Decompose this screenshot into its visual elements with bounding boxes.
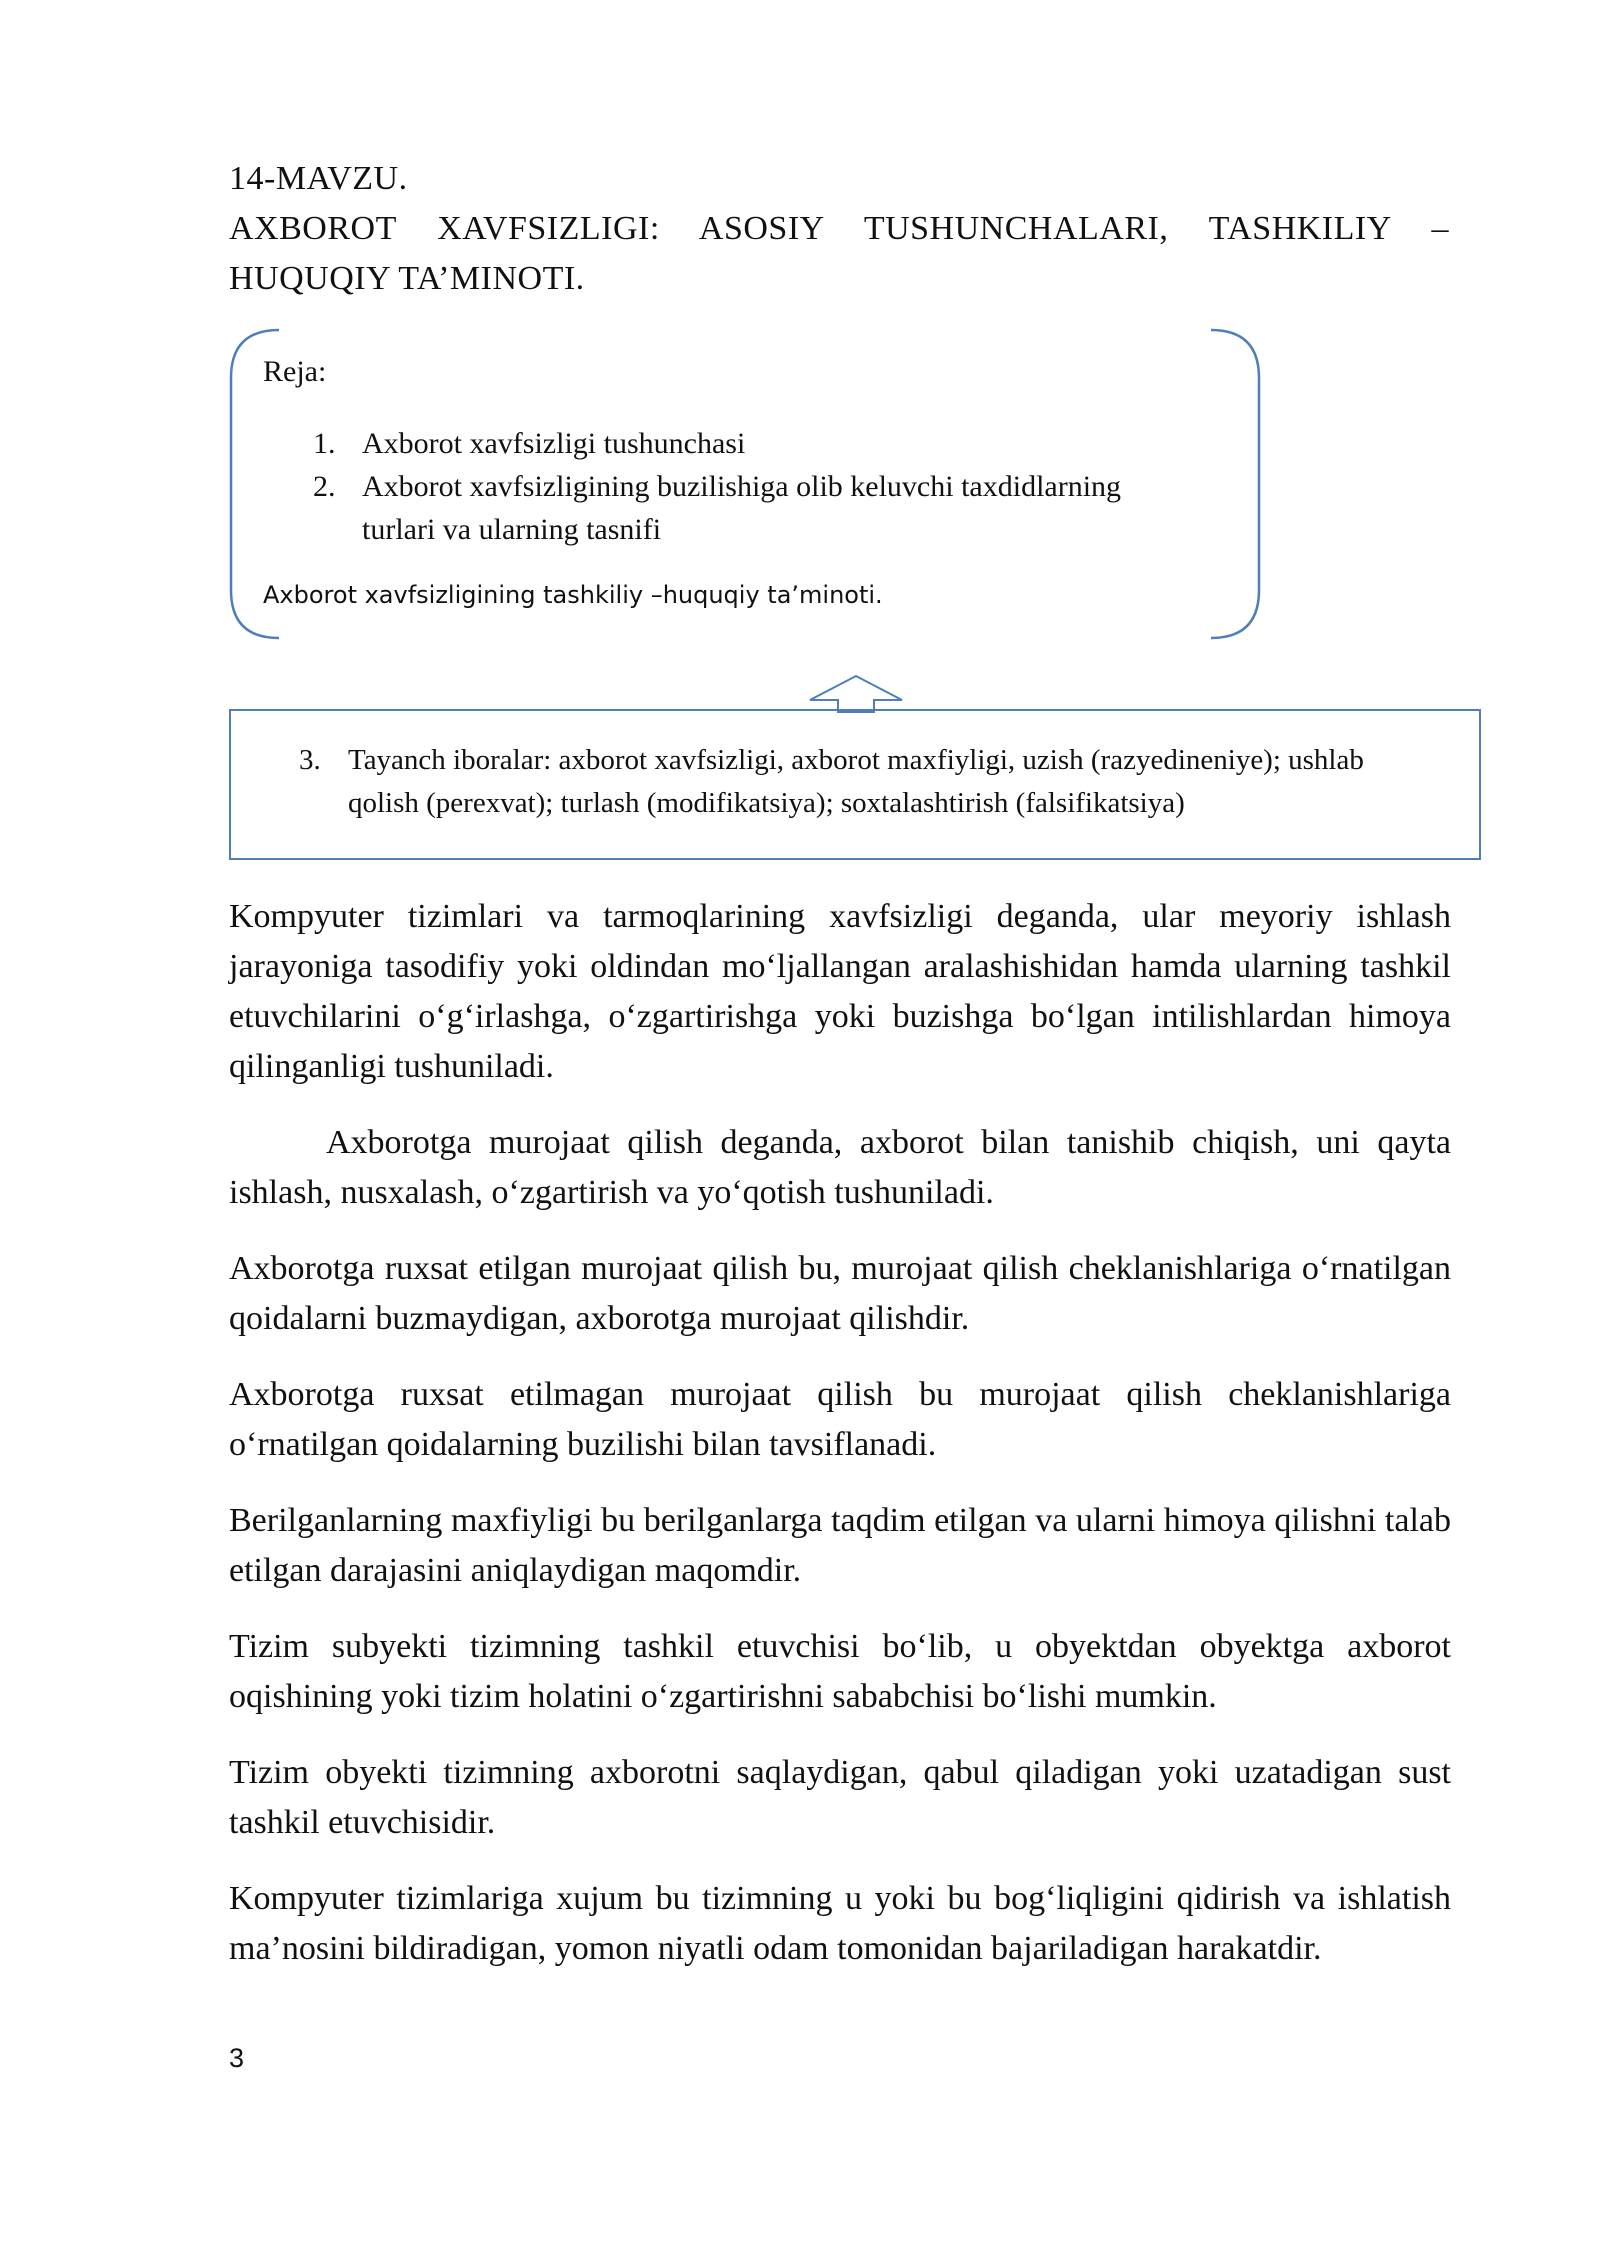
paragraph: Axborotga ruxsat etilmagan murojaat qilish bu murojaat qilish cheklanishlariga o‘rnatilgan qoidalarning buzilishi bilan tavsiflanadi. [229,1376,1451,1463]
list-item [313,422,1193,465]
topic-title-line-2: HUQUQIY TA’MINOTI. [229,260,585,297]
topic-number: 14-MAVZU. [229,160,408,197]
reja-bracket-box [229,328,1261,640]
up-arrow-icon [808,674,904,714]
reja-list [313,422,1193,551]
paragraph: Berilganlarning maxfiyligi bu berilganlarga taqdim etilgan va ularni himoya qilishni talab etilgan darajasini aniqlaydigan maqomdir. [229,1502,1451,1589]
list-item-text: Axborot xavfsizligining buzilishiga olib keluvchi taxdidlarning turlari va ularning tasnifi [362,470,1122,546]
paragraph: Kompyuter tizimlariga xujum bu tizimning u yoki bu bog‘liqligini qidirish va ishlatish ma’nosini bildiradigan, yomon niyatli odam tomonidan bajariladigan harakatdir. [229,1880,1451,1967]
list-item [313,465,1193,551]
page-number: 3 [229,2043,245,2073]
key-terms-text: Tayanch iboralar: axborot xavfsizligi, axborot maxfiyligi, uzish (razyedineniye); ushlab qolish (perexvat); turlash (modifikatsiya); soxtalashtirish (falsifikatsiya) [348,744,1364,819]
paragraph: Axborotga ruxsat etilgan murojaat qilish bu, murojaat qilish cheklanishlariga o‘rnatilgan qoidalarni buzmaydigan, axborotga murojaat qilishdir. [229,1250,1451,1337]
reja-title: Reja: [263,355,327,388]
key-terms-box [229,709,1481,860]
list-item-number: 2. [313,470,336,503]
paragraph: Axborotga murojaat qilish deganda, axborot bilan tanishib chiqish, uni qayta ishlash, nusxalash, o‘zgartirish va yo‘qotish tushuniladi. [229,1124,1451,1211]
reja-footer-text: Axborot xavfsizligining tashkiliy –huquqiy ta’minoti. [263,581,883,609]
topic-title-line-1: AXBOROT XAVFSIZLIGI: ASOSIY TUSHUNCHALARI, TASHKILIY – [229,210,1449,247]
topic-heading [229,154,1449,304]
paragraph: Tizim obyekti tizimning axborotni saqlaydigan, qabul qiladigan yoki uzatadigan sust tashkil etuvchisidir. [229,1754,1451,1841]
list-item-text: Axborot xavfsizligi tushunchasi [362,427,746,460]
paragraph: Kompyuter tizimlari va tarmoqlarining xavfsizligi deganda, ular meyoriy ishlash jarayoniga tasodifiy yoki oldindan mo‘ljallangan aralashishidan hamda ularning tashkil etuvchilarini o‘g‘irlashga, o‘zgartirishga yoki buzishga bo‘lgan intilishlardan himoya qilinganligi tushuniladi. [229,898,1451,1085]
key-terms-number: 3. [299,744,321,776]
paragraph: Tizim subyekti tizimning tashkil etuvchisi bo‘lib, u obyektdan obyektga axborot oqishining yoki tizim holatini o‘zgartirishni sababchisi bo‘lishi mumkin. [229,1628,1451,1715]
key-terms-item [299,739,1419,825]
list-item-number: 1. [313,427,336,460]
